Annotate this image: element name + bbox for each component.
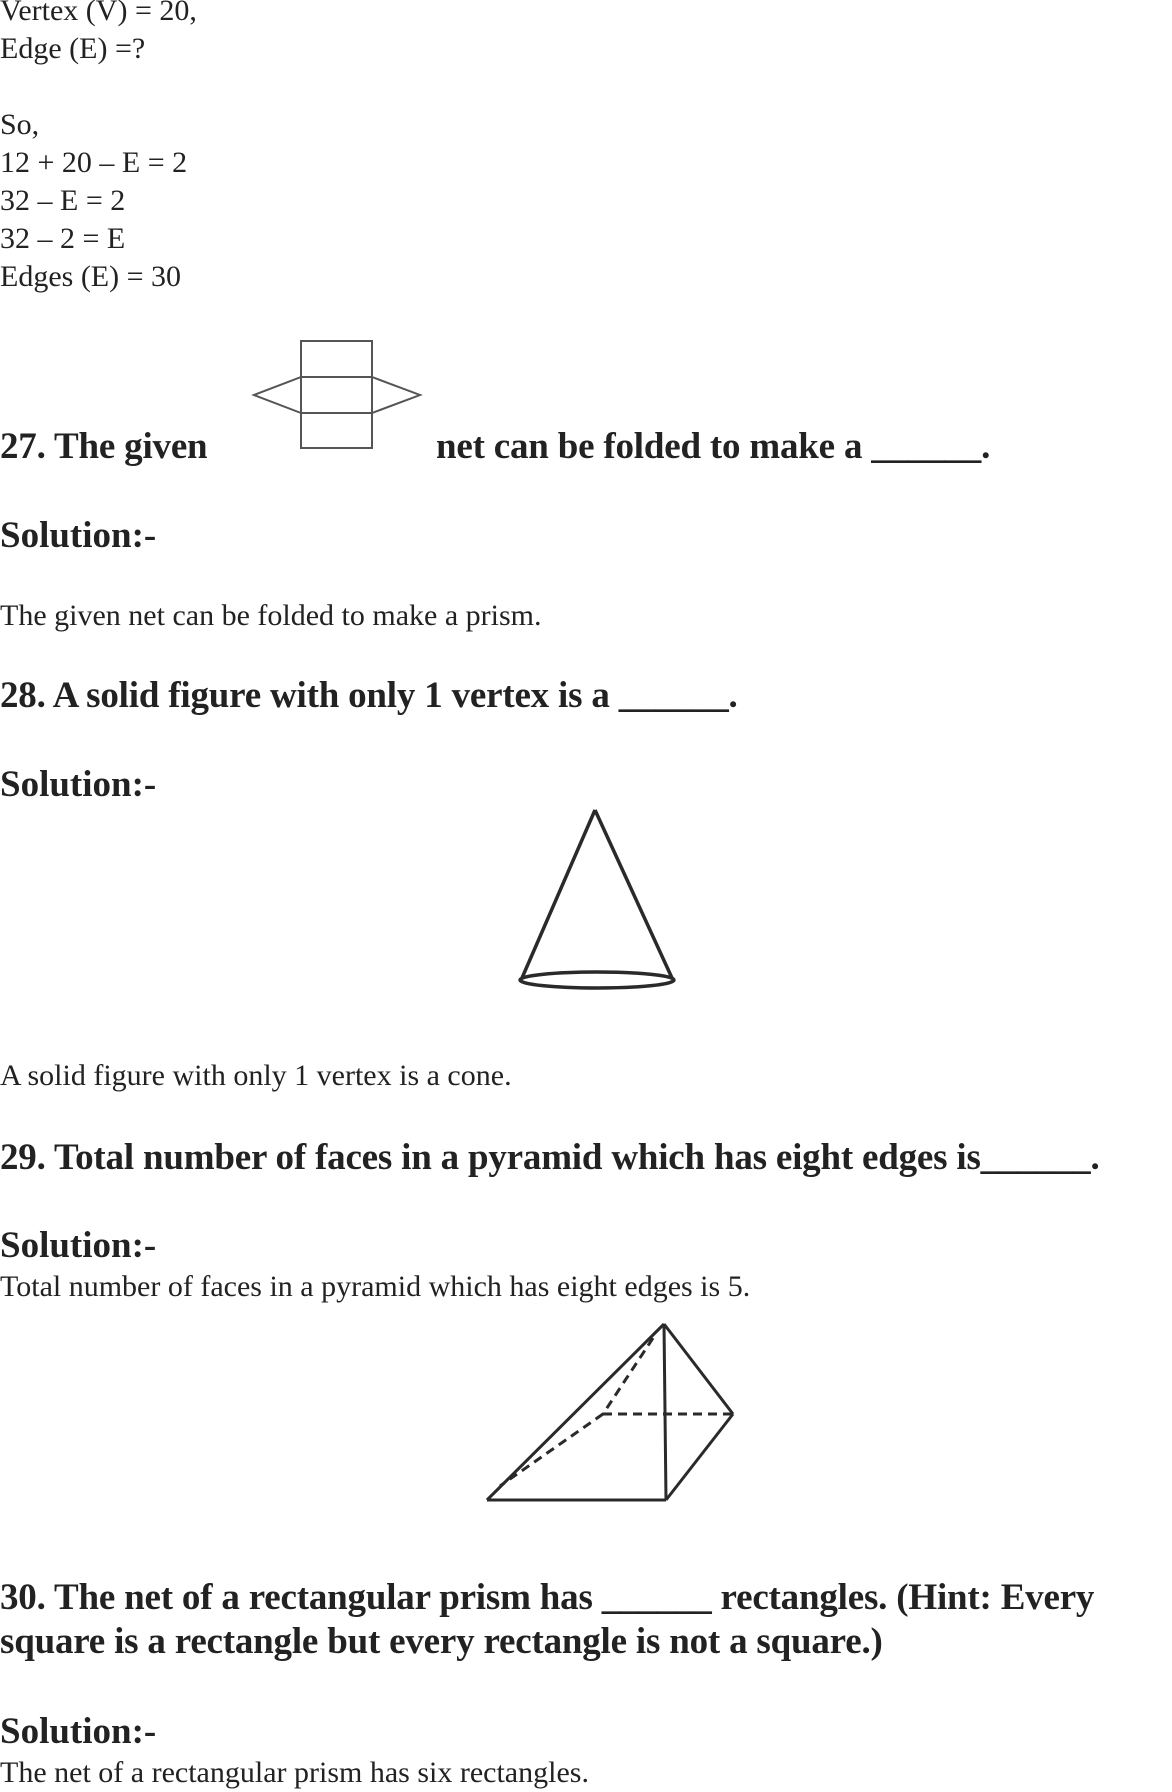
question-29: 29. Total number of faces in a pyramid which has eight edges is______.	[0, 1137, 1100, 1178]
solution-label-27: Solution:-	[0, 515, 157, 556]
answer-28: A solid figure with only 1 vertex is a cone.	[0, 1059, 512, 1092]
prev-solution-line-so: So,	[0, 108, 40, 141]
cone-figure	[480, 790, 700, 1010]
triangular-prism-net-figure	[240, 330, 440, 460]
question-28: 28. A solid figure with only 1 vertex is a ______.	[0, 675, 738, 716]
answer-27: The given net can be folded to make a prism.	[0, 599, 542, 632]
question-30-line1: 30. The net of a rectangular prism has ______ rectangles. (Hint: Every	[0, 1577, 1095, 1618]
prev-solution-line-eq3: 32 – 2 = E	[0, 222, 126, 255]
question-30-line2: square is a rectangle but every rectangle is not a square.)	[0, 1621, 883, 1662]
question-27-part1: 27. The given	[0, 426, 208, 467]
prev-solution-line-eq1: 12 + 20 – E = 2	[0, 146, 188, 179]
solution-label-28: Solution:-	[0, 764, 157, 805]
answer-29: Total number of faces in a pyramid which has eight edges is 5.	[0, 1270, 751, 1303]
prev-solution-line-vertex: Vertex (V) = 20,	[0, 0, 197, 27]
answer-30: The net of a rectangular prism has six rectangles.	[0, 1756, 589, 1789]
solution-label-29: Solution:-	[0, 1225, 157, 1266]
prev-solution-line-edge: Edge (E) =?	[0, 32, 146, 65]
prev-solution-line-eq2: 32 – E = 2	[0, 184, 126, 217]
question-27-part2: net can be folded to make a ______.	[436, 426, 991, 467]
prev-solution-line-result: Edges (E) = 30	[0, 260, 182, 293]
solution-label-30: Solution:-	[0, 1711, 157, 1752]
square-pyramid-figure	[470, 1310, 770, 1530]
